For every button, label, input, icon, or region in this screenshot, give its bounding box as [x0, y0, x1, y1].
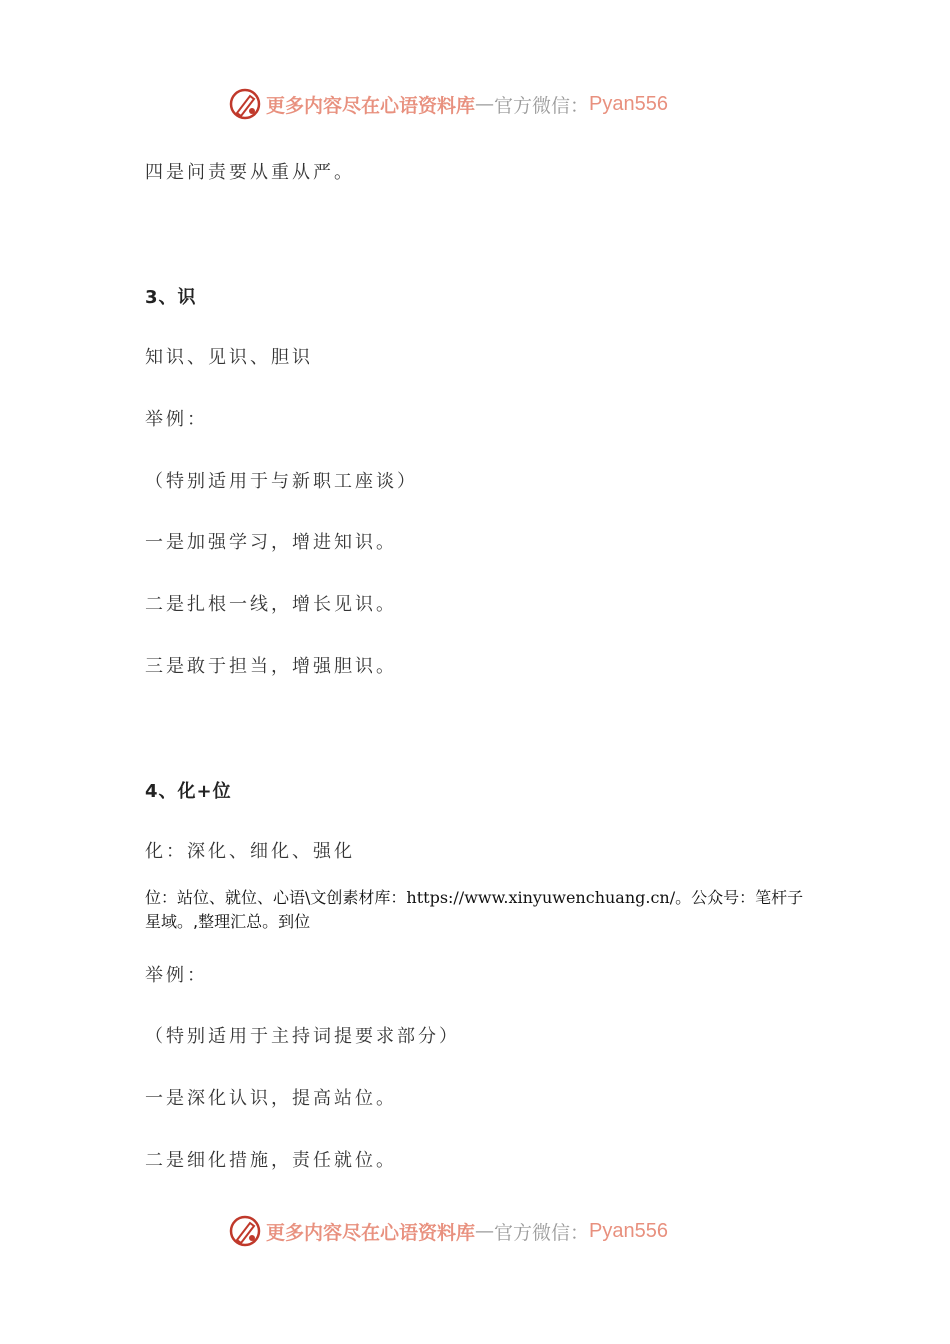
banner-title: 更多内容尽在心语资料库: [266, 94, 476, 117]
website-url: https://www.xinyuwenchuang.cn/: [406, 888, 676, 907]
paragraph-point-5: 二是细化措施，责任就位。: [145, 1150, 397, 1171]
pen-logo-icon: [228, 1214, 262, 1248]
pen-logo-icon: [228, 87, 262, 121]
paragraph-point-3: 三是敢于担当，增强胆识。: [145, 656, 397, 677]
section-heading-4: 4、化+位: [145, 781, 232, 802]
banner-wechat-label: 官方微信：: [494, 94, 590, 117]
paragraph-point-1: 一是加强学习，增进知识。: [145, 532, 397, 553]
paragraph-note-host-script: （特别适用于主持词提要求部分）: [145, 1026, 460, 1047]
banner-dash: —: [475, 93, 495, 115]
wei-text-a: 位：站位、就位、心语\文创素材库：: [145, 888, 407, 907]
footer-banner: [228, 1211, 668, 1251]
paragraph-point-4: 一是深化认识，提高站位。: [145, 1088, 397, 1109]
paragraph-example-label: 举例：: [145, 409, 208, 430]
paragraph-point-2: 二是扎根一线，增长见识。: [145, 594, 397, 615]
section-heading-3: 3、识: [145, 287, 197, 308]
banner-wechat-label: 官方微信：: [494, 1221, 590, 1244]
paragraph-accountability: 四是问责要从重从严。: [145, 162, 355, 183]
paragraph-example-label-2: 举例：: [145, 965, 208, 986]
paragraph-note-new-staff: （特别适用于与新职工座谈）: [145, 471, 418, 492]
header-banner: [228, 84, 668, 124]
wei-text-b: 。公众号：笔杆子星域。,整理汇总。到位: [145, 888, 804, 931]
banner-wechat-id: Pyan556: [589, 1219, 668, 1242]
paragraph-wei-types: [145, 886, 810, 934]
banner-title: 更多内容尽在心语资料库: [266, 1221, 476, 1244]
banner-wechat-id: Pyan556: [589, 92, 668, 115]
paragraph-knowledge-types: 知识、见识、胆识: [145, 347, 313, 368]
paragraph-hua-types: 化：深化、细化、强化: [145, 841, 355, 862]
banner-dash: —: [475, 1220, 495, 1242]
